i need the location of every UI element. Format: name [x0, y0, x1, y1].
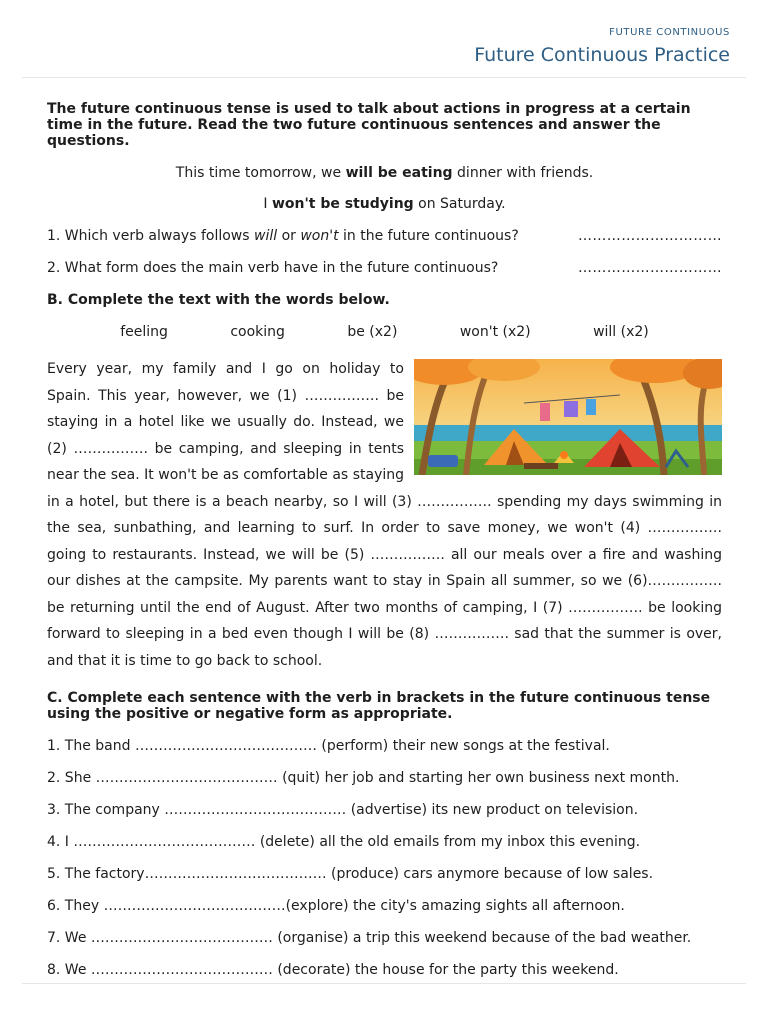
word-bank-item: won't (x2) — [459, 324, 531, 340]
header-kicker: FUTURE CONTINUOUS — [609, 27, 730, 38]
section-b-heading: B. Complete the text with the words below. — [47, 292, 390, 308]
list-item: 7. We ………………………………… (organise) a trip this weekend because of the bad weather. — [47, 930, 692, 946]
section-c-heading: C. Complete each sentence with the verb in brackets in the future continuous tense using the positive or negative form as appropriate. — [47, 690, 711, 722]
worksheet-body — [47, 101, 722, 978]
list-item: 5. The factory………………………………… (produce) cars anymore because of low sales. — [47, 866, 654, 882]
list-item: 6. They …………………………………(explore) the city's amazing sights all afternoon. — [47, 898, 625, 914]
list-item: 3. The company ………………………………… (advertise) its new product on television. — [47, 802, 639, 818]
section-c-list — [47, 738, 722, 978]
question-1-text: 1. Which verb always follows will or won't in the future continuous? — [47, 228, 519, 244]
section-a-intro: The future continuous tense is used to talk about actions in progress at a certain time in the future. Read the two future continuous sentences and answer the questions. — [47, 101, 691, 149]
question-2 — [47, 260, 722, 276]
list-item: 2. She ………………………………… (quit) her job and starting her own business next month. — [47, 770, 680, 786]
section-b-passage: Every year, my family and I go on holiday to Spain. This year, however, we (1) ……………. be staying in a hotel like we usually do. Instead, we (2) ……………. be camping, and sleeping in tents near the sea. It won't be as comfortable as staying in a hotel, but there is a beach nearby, so I will (3) ……………. spending my days swimming in the sea, sunbathing, and learning to surf. In order to save money, we won't (4) ……………. going to restaurants. Instead, we will be (5) ……………. all our meals over a fire and washing our dishes at the campsite. My parents want to stay in Spain all summer, so we (6)……………. be returning until the end of August. After two months of camping, I (7) ……………. be looking forward to sleeping in a bed even though I will be (8) ……………. sad that the summer is over, and that it is time to go back to school. — [47, 356, 722, 674]
answer-blank-2[interactable]: ………………………… — [578, 260, 722, 276]
question-2-text: 2. What form does the main verb have in the future continuous? — [47, 260, 499, 276]
question-1 — [47, 228, 722, 244]
example-sentence-1: This time tomorrow, we will be eating dinner with friends. — [175, 165, 594, 181]
word-bank-item: cooking — [230, 324, 285, 340]
list-item: 8. We ………………………………… (decorate) the house for the party this weekend. — [47, 962, 619, 978]
word-bank — [47, 324, 722, 340]
example-sentence-2: I won't be studying on Saturday. — [263, 196, 506, 212]
page-header — [22, 0, 746, 78]
answer-blank-1[interactable]: ………………………… — [578, 228, 722, 244]
page-title: Future Continuous Practice — [474, 44, 730, 66]
campsite-illustration — [414, 359, 722, 475]
list-item: 4. I ………………………………… (delete) all the old emails from my inbox this evening. — [47, 834, 641, 850]
word-bank-item: feeling — [120, 324, 168, 340]
word-bank-item: be (x2) — [347, 324, 398, 340]
list-item: 1. The band ………………………………… (perform) their new songs at the festival. — [47, 738, 610, 754]
footer-divider — [22, 983, 746, 984]
word-bank-item: will (x2) — [593, 324, 649, 340]
